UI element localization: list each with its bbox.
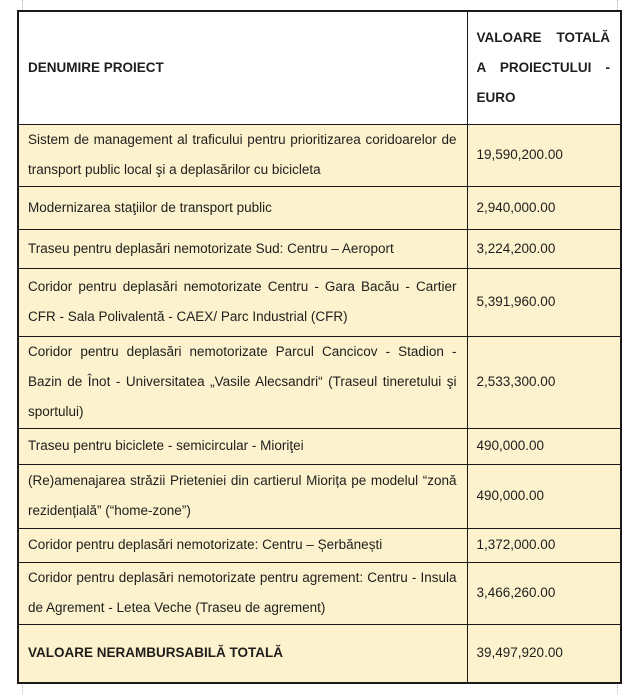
project-name-cell: Coridor pentru deplasări nemotorizate pentru agrement: Centru - Insula de Agrement - Letea Veche (Traseu de agrement) (18, 562, 467, 624)
table-row (18, 528, 621, 562)
project-name-cell: Traseu pentru deplasări nemotorizate Sud: Centru – Aeroport (18, 229, 467, 268)
project-value-cell: 3,466,260.00 (467, 562, 621, 624)
project-value-cell: 490,000.00 (467, 428, 621, 464)
project-name-cell: Traseu pentru biciclete - semicircular - Mioriţei (18, 428, 467, 464)
table-row (18, 464, 621, 528)
margin-mark-top-right (617, 0, 618, 10)
project-value-cell: 2,533,300.00 (467, 336, 621, 428)
total-value-cell: 39,497,920.00 (467, 624, 621, 683)
project-value-cell: 1,372,000.00 (467, 528, 621, 562)
column-header-project-value: VALOARE TOTALĂ A PROIECTULUI -EURO (467, 11, 621, 124)
project-name-cell: (Re)amenajarea străzii Prieteniei din cartierul Miorița pe modelul “zonă rezidențială” (“home-zone”) (18, 464, 467, 528)
margin-mark-bottom-right (617, 683, 618, 694)
table-row (18, 186, 621, 229)
project-name-cell: Sistem de management al traficului pentru prioritizarea coridoarelor de transport public local şi a deplasărilor cu bicicleta (18, 124, 467, 186)
table-row (18, 428, 621, 464)
table-row (18, 336, 621, 428)
project-value-cell: 490,000.00 (467, 464, 621, 528)
header-row (18, 11, 621, 124)
project-name-cell: Coridor pentru deplasări nemotorizate: Centru – Șerbănești (18, 528, 467, 562)
total-row (18, 624, 621, 683)
table-row (18, 562, 621, 624)
project-value-cell: 3,224,200.00 (467, 229, 621, 268)
project-name-cell: Coridor pentru deplasări nemotorizate Centru - Gara Bacău - Cartier CFR - Sala Polivalentă - CAEX/ Parc Industrial (CFR) (18, 268, 467, 336)
projects-table (17, 10, 622, 684)
project-name-cell: Modernizarea staţiilor de transport public (18, 186, 467, 229)
margin-mark-top-left (22, 0, 23, 10)
project-value-cell: 19,590,200.00 (467, 124, 621, 186)
table-row (18, 124, 621, 186)
column-header-project-name: DENUMIRE PROIECT (18, 11, 467, 124)
margin-mark-bottom-left (22, 683, 23, 694)
table-row (18, 229, 621, 268)
project-name-cell: Coridor pentru deplasări nemotorizate Parcul Cancicov - Stadion - Bazin de Înot - Universitatea „Vasile Alecsandri“ (Traseul tineretului şi sportului) (18, 336, 467, 428)
project-value-cell: 5,391,960.00 (467, 268, 621, 336)
table-row (18, 268, 621, 336)
total-label-cell: VALOARE NERAMBURSABILĂ TOTALĂ (18, 624, 467, 683)
project-value-cell: 2,940,000.00 (467, 186, 621, 229)
